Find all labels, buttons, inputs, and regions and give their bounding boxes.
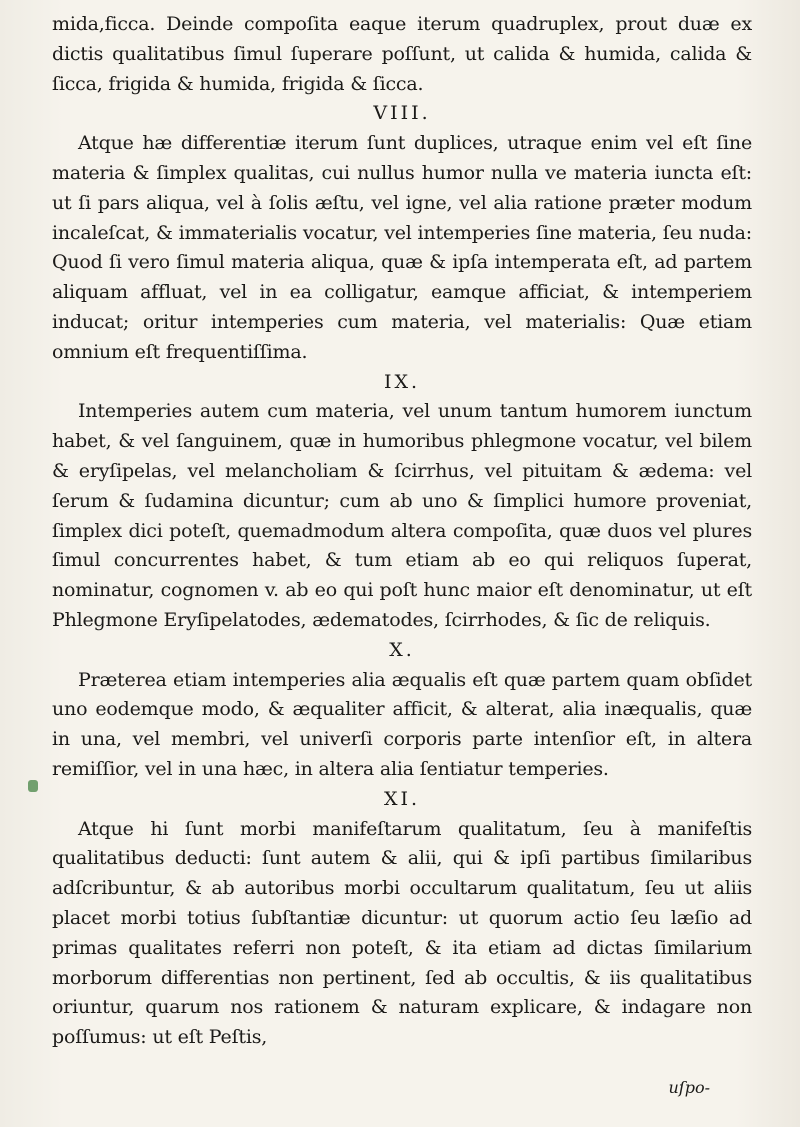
paragraph-ix: Intemperies autem cum materia, vel unum tantum humorem iunctum habet, & vel ſanguinem, quæ in humoribus phlegmone vocatur, vel bilem & eryſipelas, vel melancholiam & ſcirrhus, vel pituitam & ædema: vel ſerum & ſudamina dicuntur; cum ab uno & ſimplici humore proveniat, ſimplex dici poteſt, quemadmodum altera compoſita, quæ duos vel plures ſimul concurrentes habet, & tum etiam ab eo qui reliquos ſuperat, nominatur, cognomen v. ab eo qui poſt hunc maior eſt denominatur, ut eſt Phlegmone Eryſipelatodes, ædematodes, ſcirrhodes, & ſic de reliquis. [52, 400, 752, 631]
section-heading-xi: XI. [383, 787, 421, 810]
section-heading-ix: IX. [383, 370, 421, 393]
green-ink-mark [28, 780, 38, 792]
catchword: uſpo- [668, 1078, 710, 1097]
paragraph-x: Præterea etiam intemperies alia æqualis eſt quæ partem quam obſidet uno eodemque modo, & æqualiter afficit, & alterat, alia inæqualis, quæ in una, vel membri, vel univerſi corporis parte intenſior eſt, in altera remiſſior, vel in una hæc, in altera alia ſentiatur temperies. [52, 668, 752, 780]
paragraph-intro: mida,ficca. Deinde compoſita eaque iterum quadruplex, prout duæ ex dictis qualitatibus ſimul ſuperare poſſunt, ut calida & humida, calida & ſicca, frigida & humida, frigida & ſicca. [52, 13, 752, 95]
section-heading-x: X. [389, 638, 415, 661]
section-heading-viii: VIII. [373, 102, 431, 125]
paragraph-xi: Atque hi ſunt morbi manifeſtarum qualitatum, ſeu à manifeſtis qualitatibus deducti: ſunt autem & alii, qui & ipſi partibus ſimilaribus adſcribuntur, & ab autoribus morbi occultarum qualitatum, ſeu ut aliis placet morbi totius ſubſtantiæ dicuntur: ut quorum actio ſeu læſio ad primas qualitates referri non poteſt, & ita etiam ad dictas ſimilarium morborum differentias non pertinent, ſed ab occultis, & iis qualitatibus oriuntur, quarum nos rationem & naturam explicare, & indagare non poſſumus: ut eſt Peſtis, [52, 817, 752, 1049]
paragraph-viii: Atque hæ differentiæ iterum ſunt duplices, utraque enim vel eſt ſine materia & ſimplex qualitas, cui nullus humor nulla ve materia iuncta eſt: ut ſi pars aliqua, vel à ſolis æſtu, vel igne, vel alia ratione præter modum incaleſcat, & immaterialis vocatur, vel intemperies ſine materia, ſeu nuda: Quod ſi vero ſimul materia aliqua, quæ & ipſa intemperata eſt, ad partem aliquam affluat, vel in ea colligatur, eamque afficiat, & intemperiem inducat; oritur intemperies cum materia, vel materialis: Quæ etiam omnium eſt frequentiſſima. [52, 132, 752, 363]
